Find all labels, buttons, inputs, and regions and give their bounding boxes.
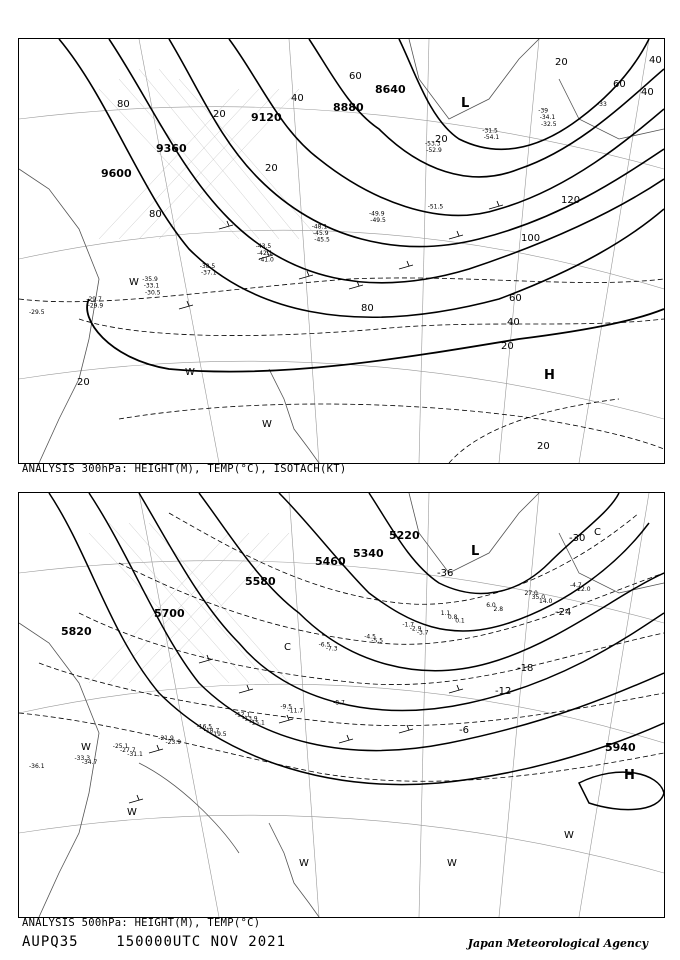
height-label: 9600 [101,167,132,180]
station-value: -15.1 [249,719,265,727]
temperature-contours-500 [19,513,664,781]
isotach-label: 40 [291,93,304,104]
station-value: -12.1 [234,711,251,719]
station-value: -49.9 [369,210,385,218]
isotach-label: 20 [537,441,550,452]
height-label: 5220 [389,529,420,542]
station-value: -29.7 [86,295,102,303]
station-value: -38.5 [199,262,216,270]
isotachs-300 [19,278,664,463]
station-value: -52.9 [426,147,442,155]
warm-center: W [262,419,272,430]
station-value: -2.9 [409,625,422,633]
station-values-500 [29,582,591,770]
caption-500hpa: ANALYSIS 500hPa: HEIGHT(M), TEMP(°C) [22,917,261,929]
station-value: -8.7 [333,699,345,707]
station-value: 0.8 [447,613,458,621]
isotach-label: 20 [213,109,226,120]
station-value: -1.7 [402,621,415,629]
station-value: -37.1 [201,269,217,277]
station-value: -30.5 [145,289,161,297]
station-value: 27.0 [524,589,538,597]
station-value: 2.8 [493,605,504,613]
station-value: -42.1 [257,249,273,257]
warm-center: W [81,742,91,753]
isotach-label: 20 [501,341,514,352]
temperature-label: -36 [437,568,454,579]
isotach-label: 20 [265,163,278,174]
isotach-label: 80 [361,303,374,314]
station-value: -33.1 [143,282,160,290]
station-value: -34.1 [539,114,556,122]
station-value: -31.5 [482,127,498,135]
height-label: 9360 [156,142,187,155]
jet-boundary-300 [87,299,664,372]
station-value: -34.7 [81,759,98,766]
height-label: 5460 [315,555,346,568]
agency-name: Japan Meteorological Agency [467,937,648,950]
product-header [22,934,286,950]
station-value: -39 [538,107,549,115]
station-value: -41.0 [258,256,274,264]
station-value: -29.9 [87,302,104,310]
station-value: -45.5 [314,236,330,244]
isotach-label: 60 [349,71,362,82]
station-value: 22.0 [577,586,591,593]
map-300hpa [19,39,664,463]
isotach-label: 60 [613,79,626,90]
station-value: -4.5 [364,633,376,641]
height-label: 5700 [154,607,185,620]
isotach-label: 20 [435,134,448,145]
station-value: -51.5 [427,203,444,211]
hatch-300 [99,69,319,239]
isotach-label: 120 [561,195,581,206]
caption-300hpa: ANALYSIS 300hPa: HEIGHT(M), TEMP(°C), ISOTACH(KT) [22,463,347,475]
station-value: -48.1 [311,223,328,231]
station-value: -29.5 [29,309,45,316]
isotach-label: 80 [149,209,162,220]
station-value: -53.3 [425,140,441,148]
temperature-label: -24 [555,607,572,618]
station-value: -19.5 [211,731,227,739]
temperature-label: -30 [569,533,586,544]
station-value: -33.3 [74,755,91,763]
station-value: -7.3 [325,645,338,653]
product-id: AUPQ35 [22,934,79,950]
warm-center: W [185,367,195,378]
station-value: 35.0 [531,593,546,601]
low-pressure-center: L [461,96,470,111]
station-value: -25.1 [112,743,129,751]
station-value: -54.1 [483,133,500,141]
isotach-label: 20 [77,377,90,388]
warm-center: W [129,277,139,288]
station-value: -43.5 [255,243,272,251]
station-value: -32.5 [541,120,557,128]
height-labels-300 [101,83,406,180]
height-label: 5340 [353,547,384,560]
station-value: -49.5 [370,216,386,224]
height-label: 5820 [61,625,92,638]
isotach-label: 80 [117,99,130,110]
temperature-label: -12 [495,686,512,697]
isotach-label: 100 [521,233,541,244]
station-value: -33 [597,101,607,108]
station-value: -27.7 [120,747,136,755]
isotach-label: 40 [507,317,520,328]
station-value: 0.1 [455,617,465,625]
station-values-300 [29,101,607,316]
temperature-label: -18 [517,663,534,674]
station-value: -36.1 [29,763,45,770]
cold-center: C [284,642,291,653]
station-value: -18.7 [203,727,220,735]
chart-300hpa [18,38,665,464]
pressure-centers-300 [129,96,555,430]
isotach-label: 40 [649,55,662,66]
high-pressure-center: H [544,368,555,383]
station-value: -23.9 [165,739,182,747]
valid-time: 150000UTC NOV 2021 [116,934,287,950]
isotach-label: 60 [509,293,522,304]
station-value: 14.0 [539,597,553,605]
height-label: 5580 [245,575,276,588]
station-value: 1.1 [440,609,451,617]
station-value: -6.5 [318,641,331,649]
station-value: -11.7 [287,707,304,715]
height-label: 8880 [333,101,364,114]
station-value: -35.9 [142,276,158,284]
station-value: -31.1 [127,751,143,759]
station-value: -13.9 [242,715,258,723]
isotach-label: 40 [641,87,654,98]
height-label: 8640 [375,83,406,96]
station-value: -3.7 [416,629,429,637]
warm-center: W [127,807,137,818]
isotach-label: 20 [555,57,568,68]
high-pressure-center: H [624,768,635,783]
station-value: -4.7 [570,582,582,589]
cold-center: C [594,527,601,538]
warm-center: W [299,858,309,869]
hatch-500 [89,523,289,683]
isotach-labels-300 [77,55,662,452]
station-value: -21.9 [158,735,174,743]
warm-center: W [564,830,574,841]
temperature-label: -6 [459,725,469,736]
station-value: 6.0 [486,601,496,609]
height-label: 9120 [251,111,282,124]
warm-center: W [447,858,457,869]
height-label: 5940 [605,741,636,754]
station-value: -5.5 [371,637,384,645]
chart-500hpa [18,492,665,918]
map-500hpa [19,493,664,917]
station-value: -16.5 [196,723,213,731]
low-pressure-center: L [471,544,480,559]
station-value: -45.9 [313,230,329,237]
station-value: -9.5 [280,703,293,711]
